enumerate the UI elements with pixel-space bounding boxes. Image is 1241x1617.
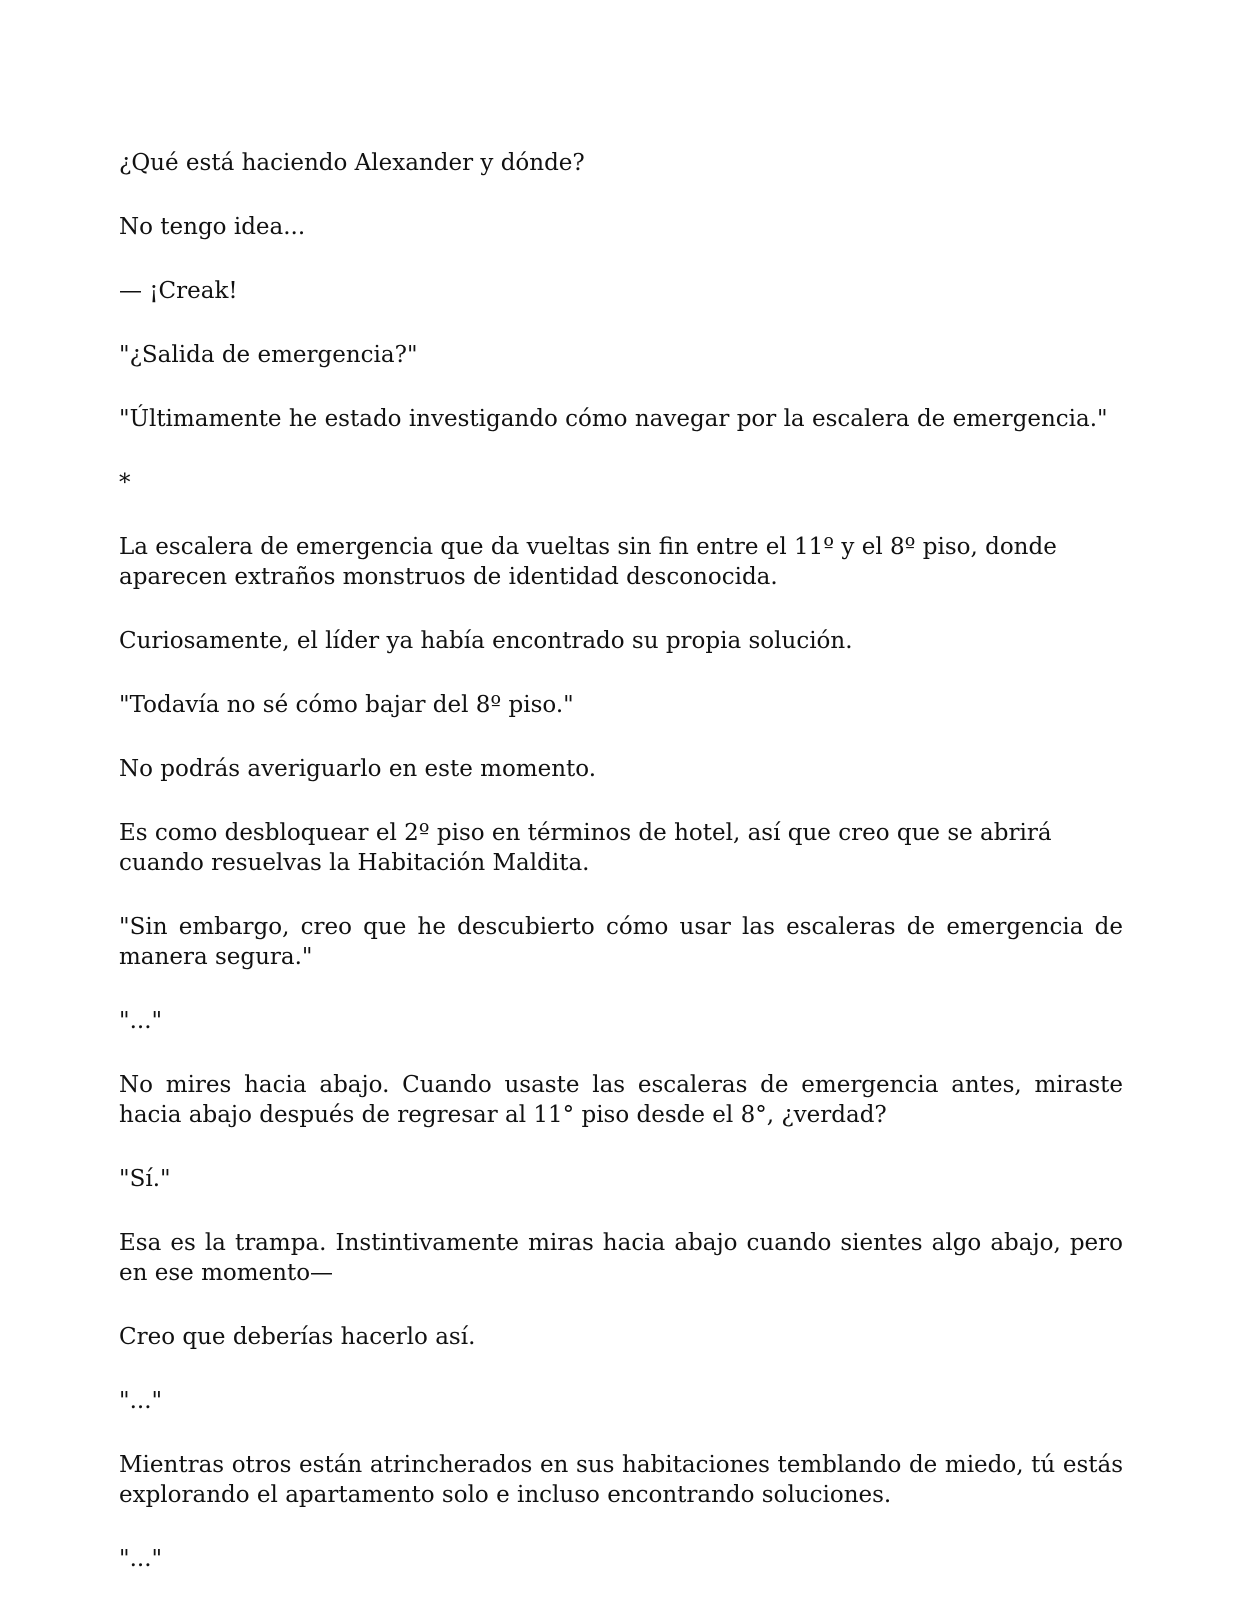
paragraph: Creo que deberías hacerlo así. <box>119 1324 476 1350</box>
paragraph: "Últimamente he estado investigando cómo navegar por la escalera de emergencia." <box>119 406 1108 432</box>
paragraph: No mires hacia abajo. Cuando usaste las escaleras de emergencia antes, miraste hacia abajo después de regresar al 11° piso desde el 8°, ¿verdad? <box>119 1072 1123 1128</box>
paragraph: "..." <box>119 1546 163 1572</box>
paragraph: "Sí." <box>119 1166 171 1192</box>
paragraph: La escalera de emergencia que da vueltas sin fin entre el 11º y el 8º piso, donde aparecen extraños monstruos de identidad desconocida. <box>119 534 1057 590</box>
paragraph: "..." <box>119 1388 163 1414</box>
paragraph: Mientras otros están atrincherados en sus habitaciones temblando de miedo, tú estás explorando el apartamento solo e incluso encontrando soluciones. <box>119 1452 1123 1508</box>
paragraph: Curiosamente, el líder ya había encontrado su propia solución. <box>119 628 853 654</box>
paragraph: ¿Qué está haciendo Alexander y dónde? <box>119 150 585 176</box>
paragraph: — ¡Creak! <box>119 278 238 304</box>
paragraph: "Sin embargo, creo que he descubierto cómo usar las escaleras de emergencia de manera segura." <box>119 914 1123 970</box>
scene-break: * <box>119 470 131 496</box>
paragraph: "Todavía no sé cómo bajar del 8º piso." <box>119 692 574 718</box>
paragraph: "..." <box>119 1008 163 1034</box>
paragraph: Esa es la trampa. Instintivamente miras hacia abajo cuando sientes algo abajo, pero en ese momento— <box>119 1230 1123 1286</box>
paragraph: No podrás averiguarlo en este momento. <box>119 756 597 782</box>
document-page <box>119 148 1123 1608</box>
paragraph: Es como desbloquear el 2º piso en términos de hotel, así que creo que se abrirá cuando resuelvas la Habitación Maldita. <box>119 820 1052 876</box>
paragraph: "¿Salida de emergencia?" <box>119 342 418 368</box>
paragraph: No tengo idea... <box>119 214 306 240</box>
